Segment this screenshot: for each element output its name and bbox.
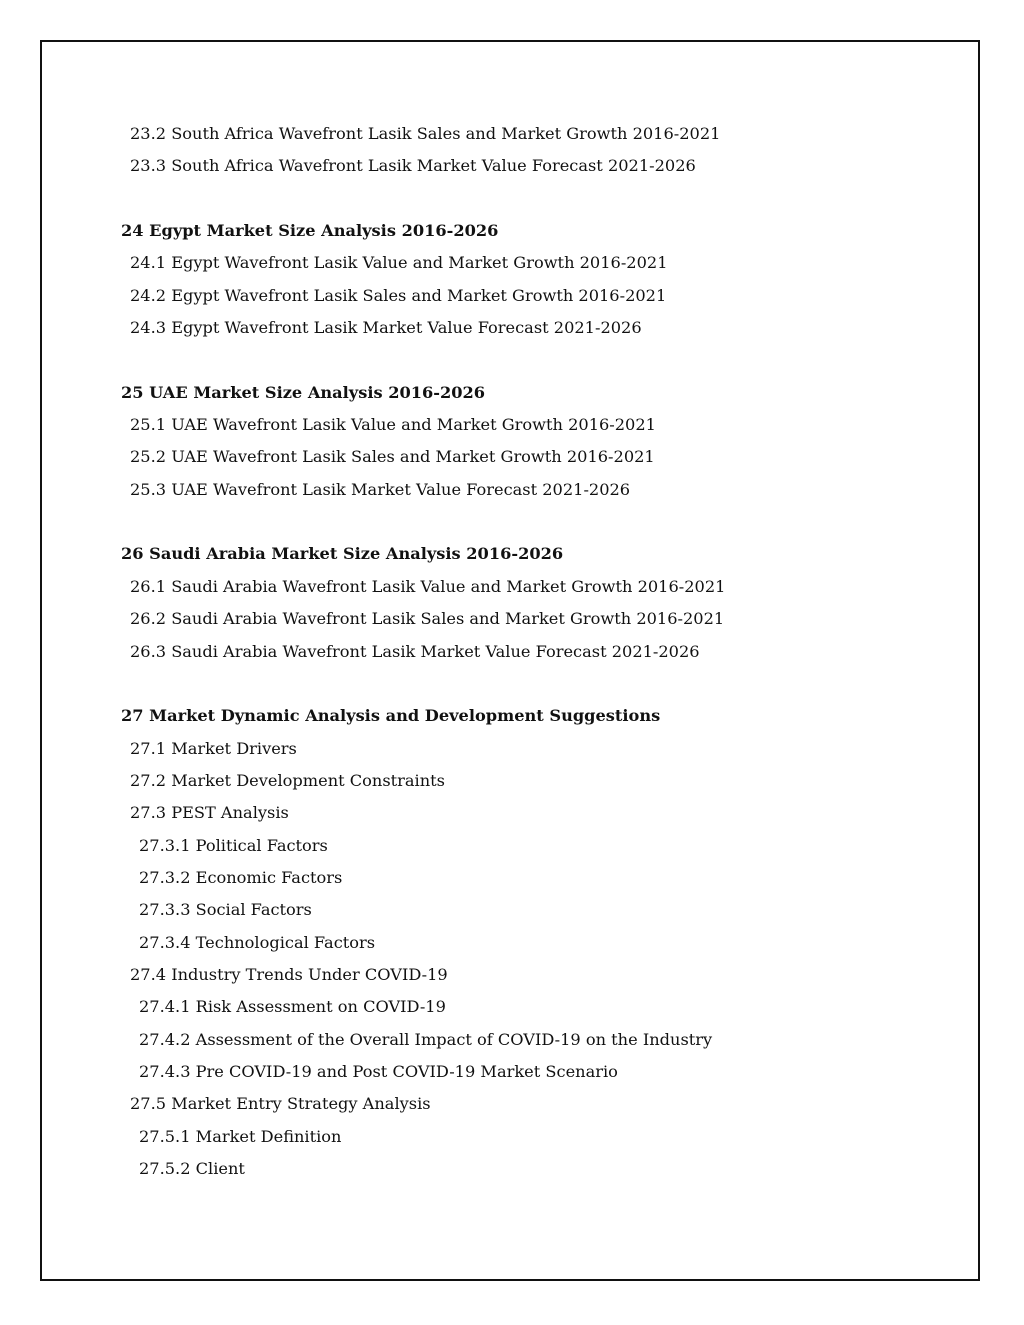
toc-subsection-item: 27.2 Market Development Constraints <box>130 770 445 790</box>
toc-subsubsection-item: 27.5.2 Client <box>139 1159 245 1178</box>
toc-subsubsection-item: 27.5.1 Market Definition <box>139 1126 342 1146</box>
toc-subsubsection-item: 27.4.1 Risk Assessment on COVID-19 <box>139 997 446 1017</box>
toc-subsubsection-item: 27.3.1 Political Factors <box>139 835 328 855</box>
toc-subsection-item: 24.3 Egypt Wavefront Lasik Market Value Forecast 2021-2026 <box>130 318 642 338</box>
toc-subsection-item: 26.2 Saudi Arabia Wavefront Lasik Sales and Market Growth 2016-2021 <box>130 609 725 629</box>
toc-subsubsection-item: 27.3.3 Social Factors <box>139 900 312 920</box>
toc-subsection-item: 25.3 UAE Wavefront Lasik Market Value Forecast 2021-2026 <box>130 479 631 499</box>
table-of-contents <box>0 118 1024 1185</box>
toc-subsection-item: 25.2 UAE Wavefront Lasik Sales and Market Growth 2016-2021 <box>130 447 655 467</box>
toc-subsection-item: 24.2 Egypt Wavefront Lasik Sales and Market Growth 2016-2021 <box>130 285 667 305</box>
toc-subsection-item: 23.2 South Africa Wavefront Lasik Sales and Market Growth 2016-2021 <box>130 124 721 143</box>
toc-subsection-item: 27.5 Market Entry Strategy Analysis <box>130 1094 431 1114</box>
section-spacer <box>0 183 1024 215</box>
toc-section-heading: 25 UAE Market Size Analysis 2016-2026 <box>121 382 486 402</box>
section-spacer <box>0 668 1024 700</box>
section-spacer <box>0 344 1024 376</box>
toc-subsection-item: 25.1 UAE Wavefront Lasik Value and Market Growth 2016-2021 <box>130 415 656 435</box>
toc-subsubsection-item: 27.4.3 Pre COVID-19 and Post COVID-19 Market Scenario <box>139 1061 618 1081</box>
toc-subsection-item: 27.3 PEST Analysis <box>130 803 289 823</box>
toc-subsection-item: 26.3 Saudi Arabia Wavefront Lasik Market Value Forecast 2021-2026 <box>130 641 700 661</box>
toc-subsubsection-item: 27.3.4 Technological Factors <box>139 932 376 952</box>
toc-subsection-item: 26.1 Saudi Arabia Wavefront Lasik Value and Market Growth 2016-2021 <box>130 576 726 596</box>
toc-subsubsection-item: 27.3.2 Economic Factors <box>139 867 343 887</box>
toc-section-heading: 24 Egypt Market Size Analysis 2016-2026 <box>121 221 499 241</box>
toc-subsection-item: 27.1 Market Drivers <box>130 738 297 758</box>
toc-section-heading: 26 Saudi Arabia Market Size Analysis 2016-2026 <box>121 544 564 564</box>
toc-section-heading: 27 Market Dynamic Analysis and Development Suggestions <box>121 706 661 726</box>
section-spacer <box>0 506 1024 538</box>
toc-subsection-item: 24.1 Egypt Wavefront Lasik Value and Market Growth 2016-2021 <box>130 253 668 273</box>
toc-subsection-item: 27.4 Industry Trends Under COVID-19 <box>130 964 448 984</box>
toc-subsubsection-item: 27.4.2 Assessment of the Overall Impact of COVID-19 on the Industry <box>139 1029 713 1049</box>
toc-subsection-item: 23.3 South Africa Wavefront Lasik Market Value Forecast 2021-2026 <box>130 156 696 176</box>
